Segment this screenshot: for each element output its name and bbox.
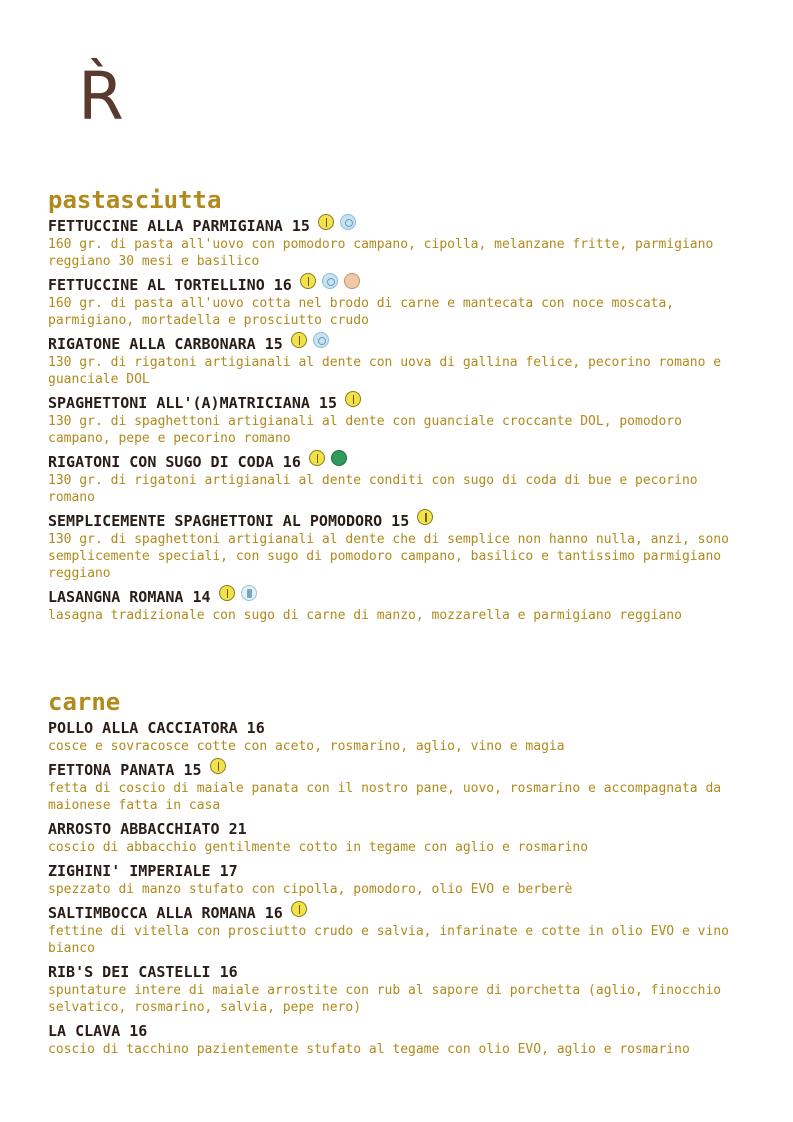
section-title-carne: carne bbox=[48, 688, 121, 716]
allergen-icons bbox=[417, 509, 433, 525]
menu-item-description: spezzato di manzo stufato con cipolla, pomodoro, olio EVO e berberè bbox=[48, 882, 573, 897]
menu-item-description: coscio di tacchino pazientemente stufato al tegame con olio EVO, aglio e rosmarino bbox=[48, 1042, 690, 1057]
menu-item-name: SEMPLICEMENTE SPAGHETTONI AL POMODORO 15 bbox=[48, 512, 410, 530]
menu-item-name: RIGATONE ALLA CARBONARA 15 bbox=[48, 335, 283, 353]
menu-item-name: FETTUCCINE AL TORTELLINO 16 bbox=[48, 276, 292, 294]
menu-item bbox=[48, 861, 748, 898]
menu-item-description: 130 gr. di spaghettoni artigianali al dente con guanciale croccante DOL, pomodoro campano, pepe e pecorino romano bbox=[48, 414, 682, 446]
menu-item-description: 130 gr. di rigatoni artigianali al dente conditi con sugo di coda di bue e pecorino romano bbox=[48, 473, 698, 505]
menu-item-name: SALTIMBOCCA ALLA ROMANA 16 bbox=[48, 904, 283, 922]
menu-item-description: coscio di abbacchio gentilmente cotto in tegame con aglio e rosmarino bbox=[48, 840, 589, 855]
menu-item-name: FETTUCCINE ALLA PARMIGIANA 15 bbox=[48, 217, 310, 235]
wheat-icon bbox=[291, 332, 307, 348]
menu-item bbox=[48, 962, 748, 1016]
menu-item-name: FETTONA PANATA 15 bbox=[48, 761, 202, 779]
allergen-icons bbox=[210, 758, 226, 774]
wheat-icon bbox=[291, 901, 307, 917]
dairy-icon bbox=[340, 214, 356, 230]
menu-item-header bbox=[48, 718, 748, 738]
menu-item-description: lasagna tradizionale con sugo di carne di manzo, mozzarella e parmigiano reggiano bbox=[48, 608, 682, 623]
dairy-icon bbox=[322, 273, 338, 289]
menu-item-description: fetta di coscio di maiale panata con il nostro pane, uovo, rosmarino e accompagnata da maionese fatta in casa bbox=[48, 781, 722, 813]
menu-item-header bbox=[48, 216, 748, 236]
menu-item bbox=[48, 216, 748, 270]
fish-icon bbox=[241, 585, 257, 601]
menu-item bbox=[48, 903, 748, 957]
menu-item-name: ZIGHINI' IMPERIALE 17 bbox=[48, 862, 238, 880]
menu-item-name: LA CLAVA 16 bbox=[48, 1022, 148, 1040]
menu-item-description: 160 gr. di pasta all'uovo con pomodoro campano, cipolla, melanzane fritte, parmigiano reggiano 30 mesi e basilico bbox=[48, 237, 714, 269]
menu-item-header bbox=[48, 903, 748, 923]
pasta-list bbox=[48, 216, 748, 624]
menu-item-description: fettine di vitella con prosciutto crudo e salvia, infarinate e cotte in olio EVO e vino bianco bbox=[48, 924, 729, 956]
menu-item-name: RIB'S DEI CASTELLI 16 bbox=[48, 963, 238, 981]
menu-item bbox=[48, 452, 748, 506]
menu-item bbox=[48, 393, 748, 447]
wheat-icon bbox=[219, 585, 235, 601]
allergen-icons bbox=[309, 450, 347, 466]
menu-item-header bbox=[48, 452, 748, 472]
menu-item bbox=[48, 760, 748, 814]
wheat-icon bbox=[345, 391, 361, 407]
menu-item-header bbox=[48, 962, 748, 982]
menu-item-header bbox=[48, 393, 748, 413]
allergen-icons bbox=[291, 332, 329, 348]
menu-item-name: ARROSTO ABBACCHIATO 21 bbox=[48, 820, 247, 838]
menu-item-header bbox=[48, 819, 748, 839]
wheat-icon bbox=[300, 273, 316, 289]
menu-item-name: RIGATONI CON SUGO DI CODA 16 bbox=[48, 453, 301, 471]
wheat-icon bbox=[210, 758, 226, 774]
section-title-pasta: pastasciutta bbox=[48, 186, 222, 214]
menu-item bbox=[48, 819, 748, 856]
menu-item bbox=[48, 334, 748, 388]
allergen-icons bbox=[291, 901, 307, 917]
restaurant-logo: R̀ bbox=[78, 58, 124, 135]
wheat-icon bbox=[417, 509, 433, 525]
menu-item bbox=[48, 511, 748, 582]
allergen-icons bbox=[345, 391, 361, 407]
menu-item-header bbox=[48, 587, 748, 607]
menu-item-header bbox=[48, 1021, 748, 1041]
menu-item bbox=[48, 587, 748, 624]
menu-item-header bbox=[48, 861, 748, 881]
wheat-icon bbox=[309, 450, 325, 466]
wheat-icon bbox=[318, 214, 334, 230]
carne-section bbox=[48, 688, 748, 1063]
allergen-icons bbox=[219, 585, 257, 601]
menu-item-name: POLLO ALLA CACCIATORA 16 bbox=[48, 719, 265, 737]
menu-item-header bbox=[48, 511, 748, 531]
allergen-icons bbox=[318, 214, 356, 230]
menu-item-header bbox=[48, 334, 748, 354]
menu-item-name: LASANGNA ROMANA 14 bbox=[48, 588, 211, 606]
pasta-section bbox=[48, 186, 748, 629]
menu-item-header bbox=[48, 760, 748, 780]
menu-item bbox=[48, 718, 748, 755]
nut-icon bbox=[344, 273, 360, 289]
allergen-icons bbox=[300, 273, 360, 289]
celery-icon bbox=[331, 450, 347, 466]
menu-item-description: 130 gr. di rigatoni artigianali al dente con uova di gallina felice, pecorino romano e guanciale DOL bbox=[48, 355, 722, 387]
menu-item-name: SPAGHETTONI ALL'(A)MATRICIANA 15 bbox=[48, 394, 337, 412]
dairy-icon bbox=[313, 332, 329, 348]
menu-item-description: cosce e sovracosce cotte con aceto, rosmarino, aglio, vino e magia bbox=[48, 739, 565, 754]
carne-list bbox=[48, 718, 748, 1058]
menu-item-description: 130 gr. di spaghettoni artigianali al dente che di semplice non hanno nulla, anzi, sono semplicemente speciali, con sugo di pomodoro campano, basilico e tantissimo parmigiano reggiano bbox=[48, 532, 729, 581]
menu-item-description: 160 gr. di pasta all'uovo cotta nel brodo di carne e mantecata con noce moscata, parmigiano, mortadella e prosciutto crudo bbox=[48, 296, 675, 328]
menu-item-header bbox=[48, 275, 748, 295]
menu-item bbox=[48, 1021, 748, 1058]
menu-item-description: spuntature intere di maiale arrostite con rub al sapore di porchetta (aglio, finocchio selvatico, rosmarino, salvia, pepe nero) bbox=[48, 983, 722, 1015]
menu-item bbox=[48, 275, 748, 329]
